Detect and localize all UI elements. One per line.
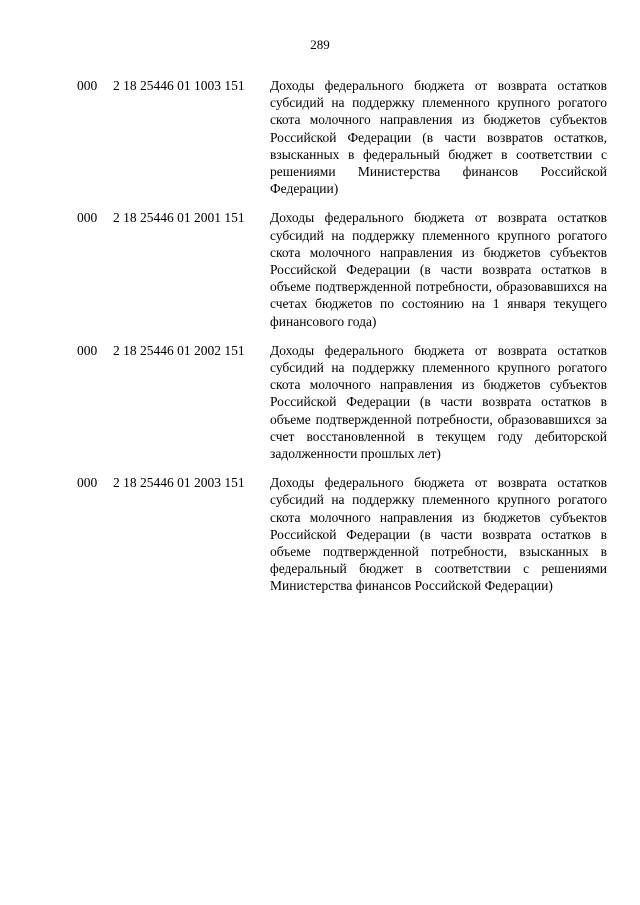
budget-code-entry [0,77,640,197]
budget-code-list [0,77,640,607]
administrator-code: 000 [77,78,98,93]
budget-code-entry [0,342,640,462]
income-description: Доходы федерального бюджета от возврата остатков субсидий на поддержку племенного крупного рогатого скота молочного направления из бюджетов субъектов Российской Федерации (в части возврата остатков в объеме подтвержденной потребности, взысканных в федеральный бюджет в соответствии с решениями Министерства финансов Российской Федерации) [270,475,607,594]
income-description: Доходы федерального бюджета от возврата остатков субсидий на поддержку племенного крупного рогатого скота молочного направления из бюджетов субъектов Российской Федерации (в части возврата остатков в объеме подтвержденной потребности, образовавшихся за счет восстановленной в текущем году дебиторской задолженности прошлых лет) [270,342,607,462]
budget-code-entry [0,474,640,594]
budget-classification-code: 2 18 25446 01 2002 151 [113,342,245,358]
budget-classification-code: 2 18 25446 01 2001 151 [113,210,245,226]
budget-classification-code: 2 18 25446 01 1003 151 [113,78,245,93]
administrator-code: 000 [77,210,98,226]
budget-code-entry [0,209,640,329]
budget-classification-code: 2 18 25446 01 2003 151 [113,475,245,491]
administrator-code: 000 [77,475,98,491]
income-description: Доходы федерального бюджета от возврата остатков субсидий на поддержку племенного крупного рогатого скота молочного направления из бюджетов субъектов Российской Федерации (в части возврата остатков в объеме подтвержденной потребности, образовавшихся на счетах бюджетов по состоянию на 1 января текущего финансового года) [270,210,607,329]
page-number: 289 [310,37,330,52]
administrator-code: 000 [77,342,98,358]
income-description: Доходы федерального бюджета от возврата остатков субсидий на поддержку племенного крупного рогатого скота молочного направления из бюджетов субъектов Российской Федерации (в части возвратов остатков, взысканных в федеральный бюджет в соответствии с решениями Министерства финансов Российской Федерации) [270,78,607,197]
